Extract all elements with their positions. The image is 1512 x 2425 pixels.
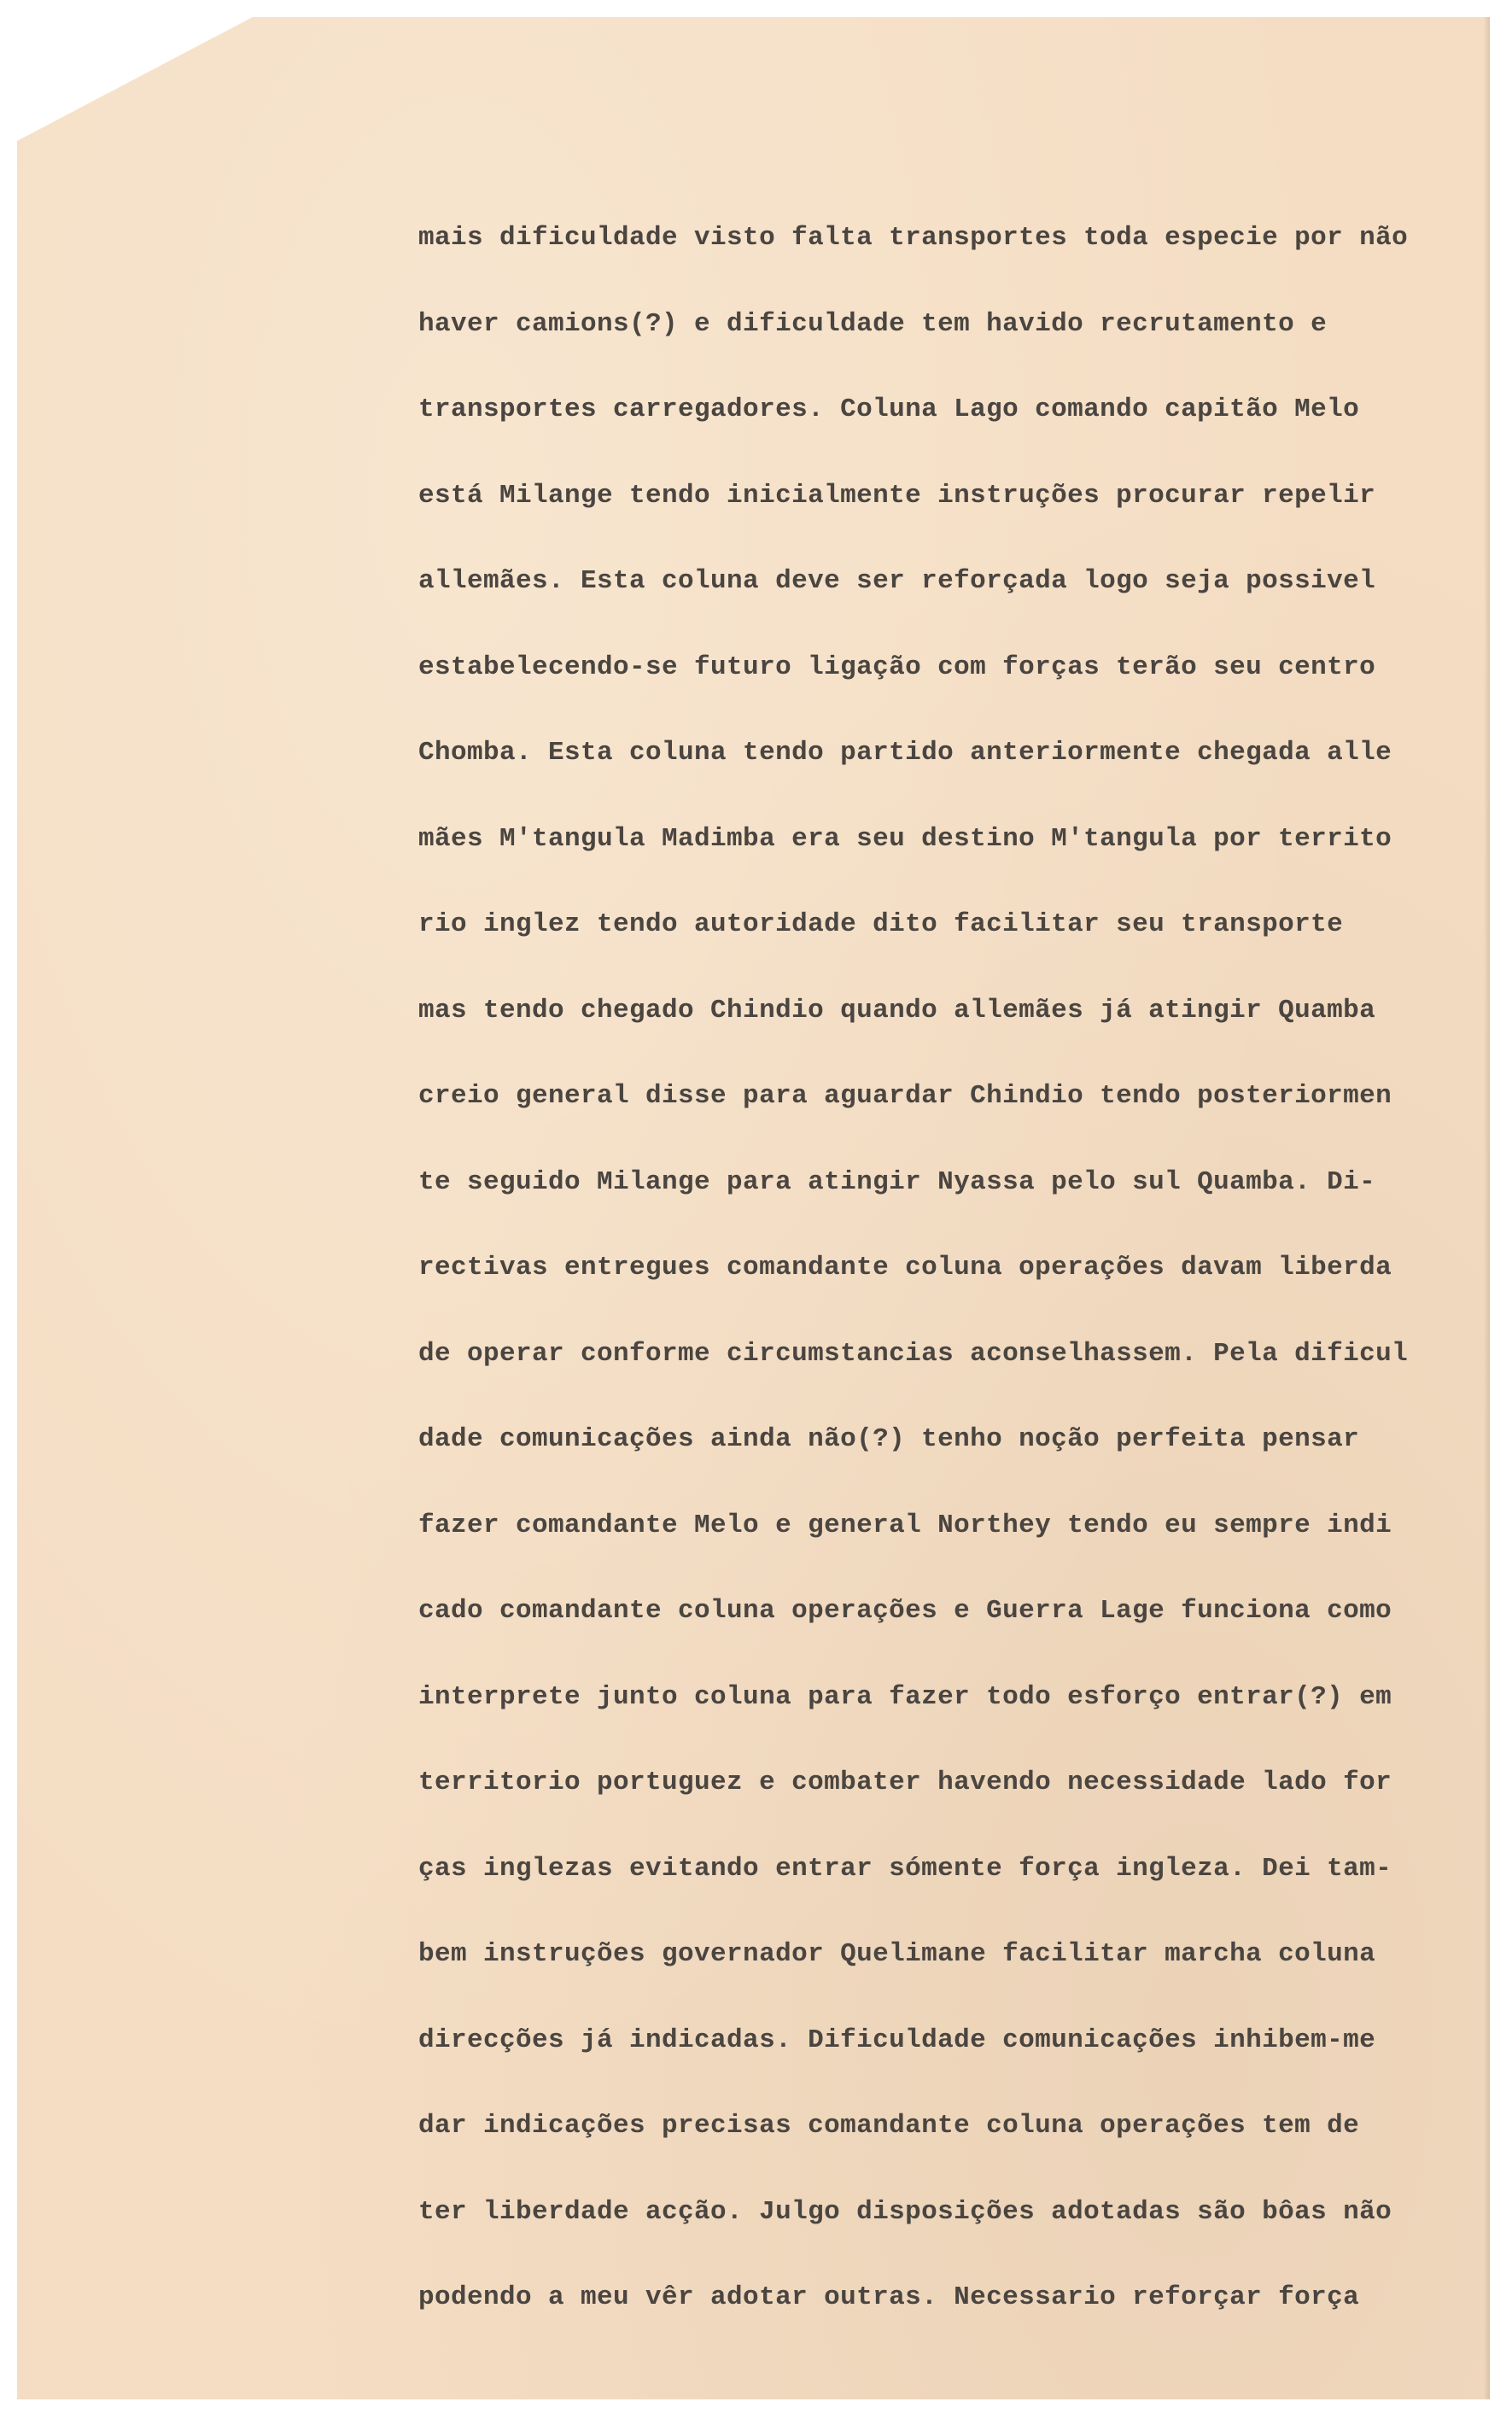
- text-line: direcções já indicadas. Dificuldade comunicações inhibem-me: [418, 2025, 1376, 2055]
- text-line: dar indicações precisas comandante coluna operações tem de: [418, 2111, 1360, 2141]
- text-line: interprete junto coluna para fazer todo esforço entrar(?) em: [418, 1681, 1392, 1712]
- text-line: mas tendo chegado Chindio quando allemães já atingir Quamba: [418, 995, 1376, 1026]
- text-line: haver camions(?) e dificuldade tem havido recrutamento e: [418, 308, 1328, 339]
- text-line: creio general disse para aguardar Chindio tendo posteriormen: [418, 1081, 1392, 1111]
- text-line: mais dificuldade visto falta transportes toda especie por não: [418, 223, 1409, 253]
- text-line: rectivas entregues comandante coluna operações davam liberda: [418, 1253, 1392, 1283]
- paper-edge-shadow: [1484, 17, 1490, 2399]
- text-line: dade comunicações ainda não(?) tenho noção perfeita pensar: [418, 1424, 1360, 1454]
- text-line: territorio portuguez e combater havendo necessidade lado for: [418, 1768, 1392, 1797]
- text-line: te seguido Milange para atingir Nyassa pelo sul Quamba. Di-: [418, 1166, 1376, 1197]
- text-line: ças inglezas evitando entrar sómente força ingleza. Dei tam-: [418, 1853, 1392, 1884]
- text-line: de operar conforme circumstancias aconselhassem. Pela dificul: [418, 1338, 1409, 1369]
- text-line: podendo a meu vêr adotar outras. Necessario reforçar força: [418, 2282, 1360, 2312]
- text-line: bem instruções governador Quelimane facilitar marcha coluna: [418, 1939, 1376, 1969]
- text-line: ter liberdade acção. Julgo disposições adotadas são bôas não: [418, 2196, 1392, 2227]
- text-line: fazer comandante Melo e general Northey tendo eu sempre indi: [418, 1510, 1392, 1540]
- text-line: está Milange tendo inicialmente instruções procurar repelir: [418, 480, 1376, 511]
- text-line: Chomba. Esta coluna tendo partido anteriormente chegada alle: [418, 738, 1392, 768]
- text-line: cado comandante coluna operações e Guerra Lage funciona como: [418, 1596, 1392, 1626]
- text-line: estabelecendo-se futuro ligação com forças terão seu centro: [418, 652, 1376, 682]
- text-line: mães M'tangula Madimba era seu destino M'tangula por territo: [418, 823, 1392, 854]
- typewritten-text: [418, 215, 1477, 2361]
- text-line: allemães. Esta coluna deve ser reforçada logo seja possivel: [418, 566, 1376, 596]
- text-line: transportes carregadores. Coluna Lago comando capitão Melo: [418, 394, 1360, 424]
- text-line: rio inglez tendo autoridade dito facilitar seu transporte: [418, 909, 1344, 939]
